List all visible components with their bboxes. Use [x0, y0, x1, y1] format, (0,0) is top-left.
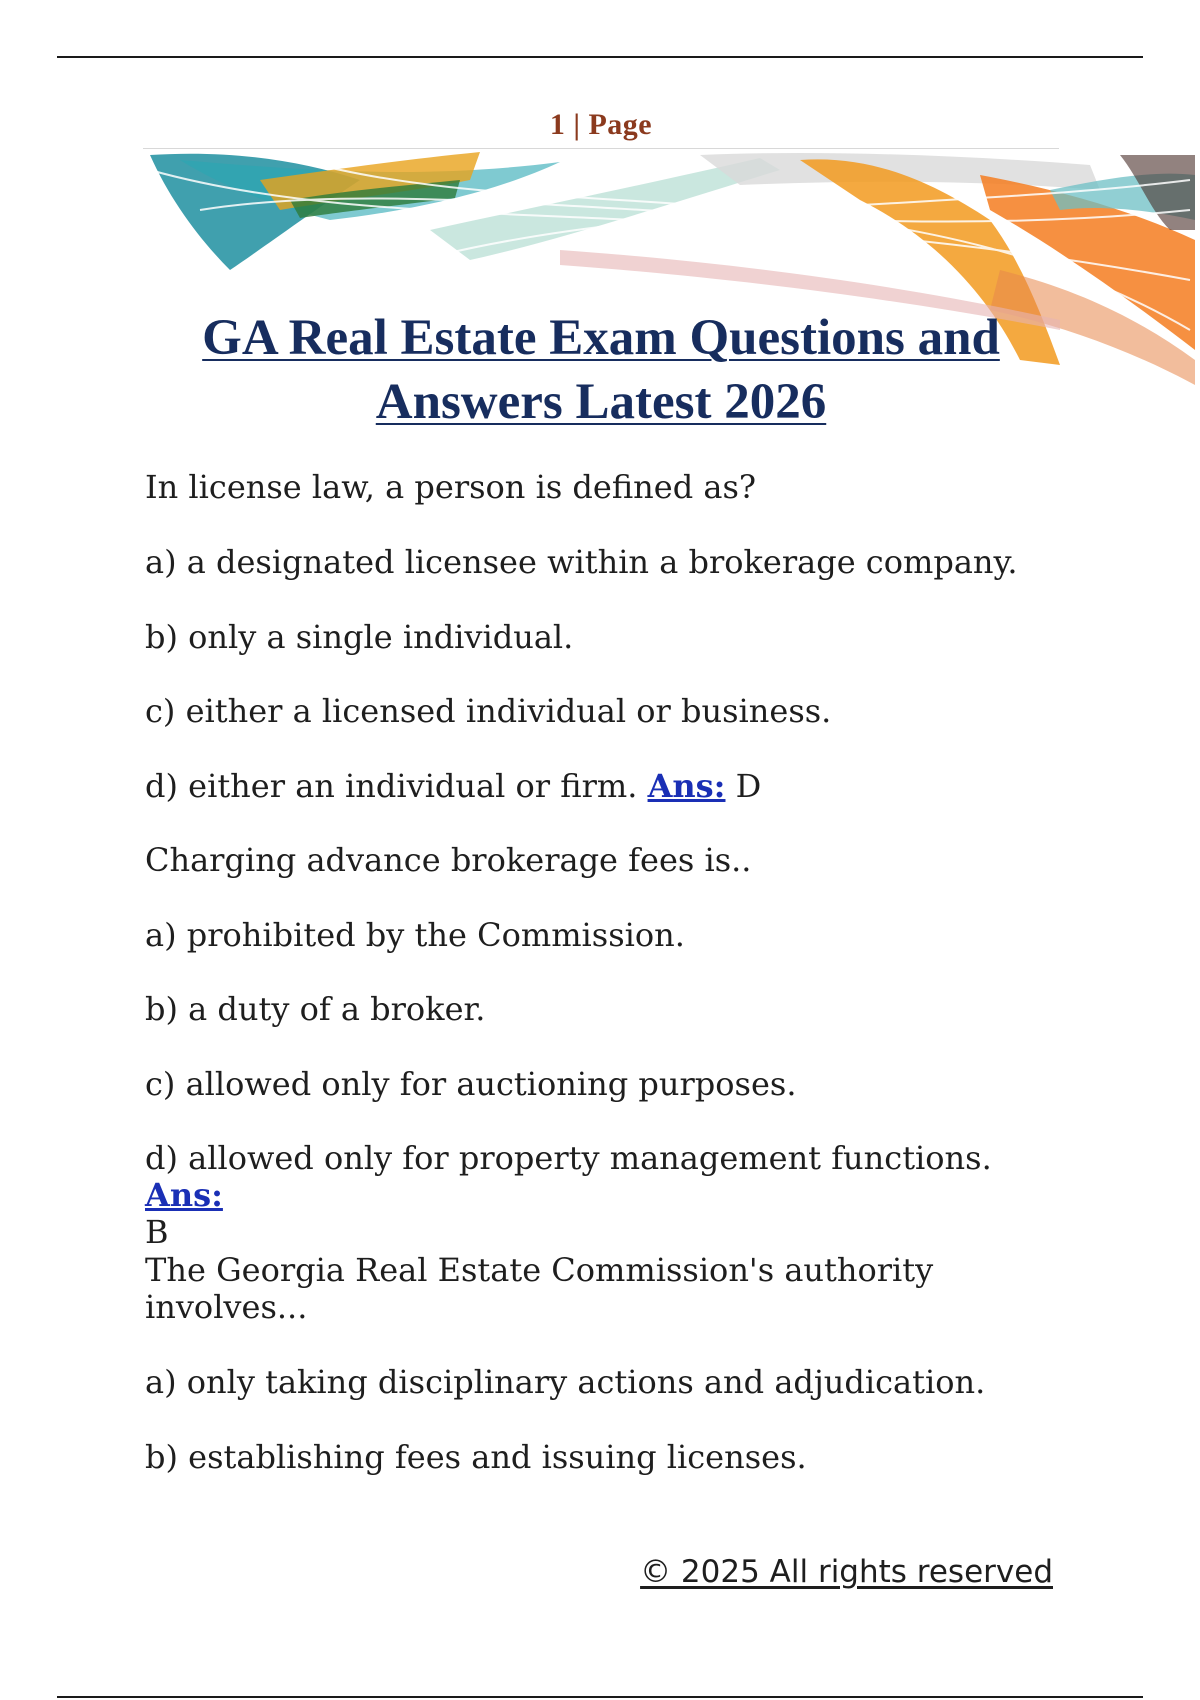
answer-value: D — [735, 767, 762, 805]
bottom-rule — [57, 1696, 1143, 1698]
question-text — [145, 1252, 1065, 1326]
document-title — [143, 306, 1059, 434]
answer-option: d) either an individual or firm. — [145, 767, 638, 805]
answer-option: b) only a single individual. — [145, 618, 574, 656]
copyright-notice: © 2025 All rights reserved — [640, 1554, 1053, 1590]
answer-option-with-answer — [145, 768, 1065, 805]
title-line-1: GA Real Estate Exam Questions and — [202, 310, 1000, 366]
question-text: Charging advance brokerage fees is.. — [145, 841, 752, 879]
question-text-line-1: The Georgia Real Estate Commission's authority — [145, 1251, 934, 1289]
answer-option: b) a duty of a broker. — [145, 990, 486, 1028]
answer-option: b) establishing fees and issuing licenses. — [145, 1438, 807, 1476]
ans-link[interactable]: Ans: — [647, 767, 726, 805]
top-rule — [57, 56, 1143, 58]
header-divider — [143, 148, 1059, 149]
question-text: In license law, a person is defined as? — [145, 468, 757, 506]
answer-option: a) a designated licensee within a brokerage company. — [145, 543, 1018, 581]
answer-option: c) either a licensed individual or business. — [145, 692, 832, 730]
answer-value: B — [145, 1213, 169, 1251]
question-text-line-2: involves... — [145, 1288, 308, 1326]
answer-option: d) allowed only for property management functions. — [145, 1139, 992, 1177]
answer-option: a) prohibited by the Commission. — [145, 916, 685, 954]
ans-link[interactable]: Ans: — [145, 1176, 223, 1214]
answer-option-with-answer — [145, 1140, 1065, 1251]
answer-option: c) allowed only for auctioning purposes. — [145, 1065, 797, 1103]
answer-option: a) only taking disciplinary actions and adjudication. — [145, 1363, 986, 1401]
page-number-header: 1 | Page — [549, 108, 653, 141]
title-line-2: Answers Latest 2026 — [375, 374, 827, 430]
